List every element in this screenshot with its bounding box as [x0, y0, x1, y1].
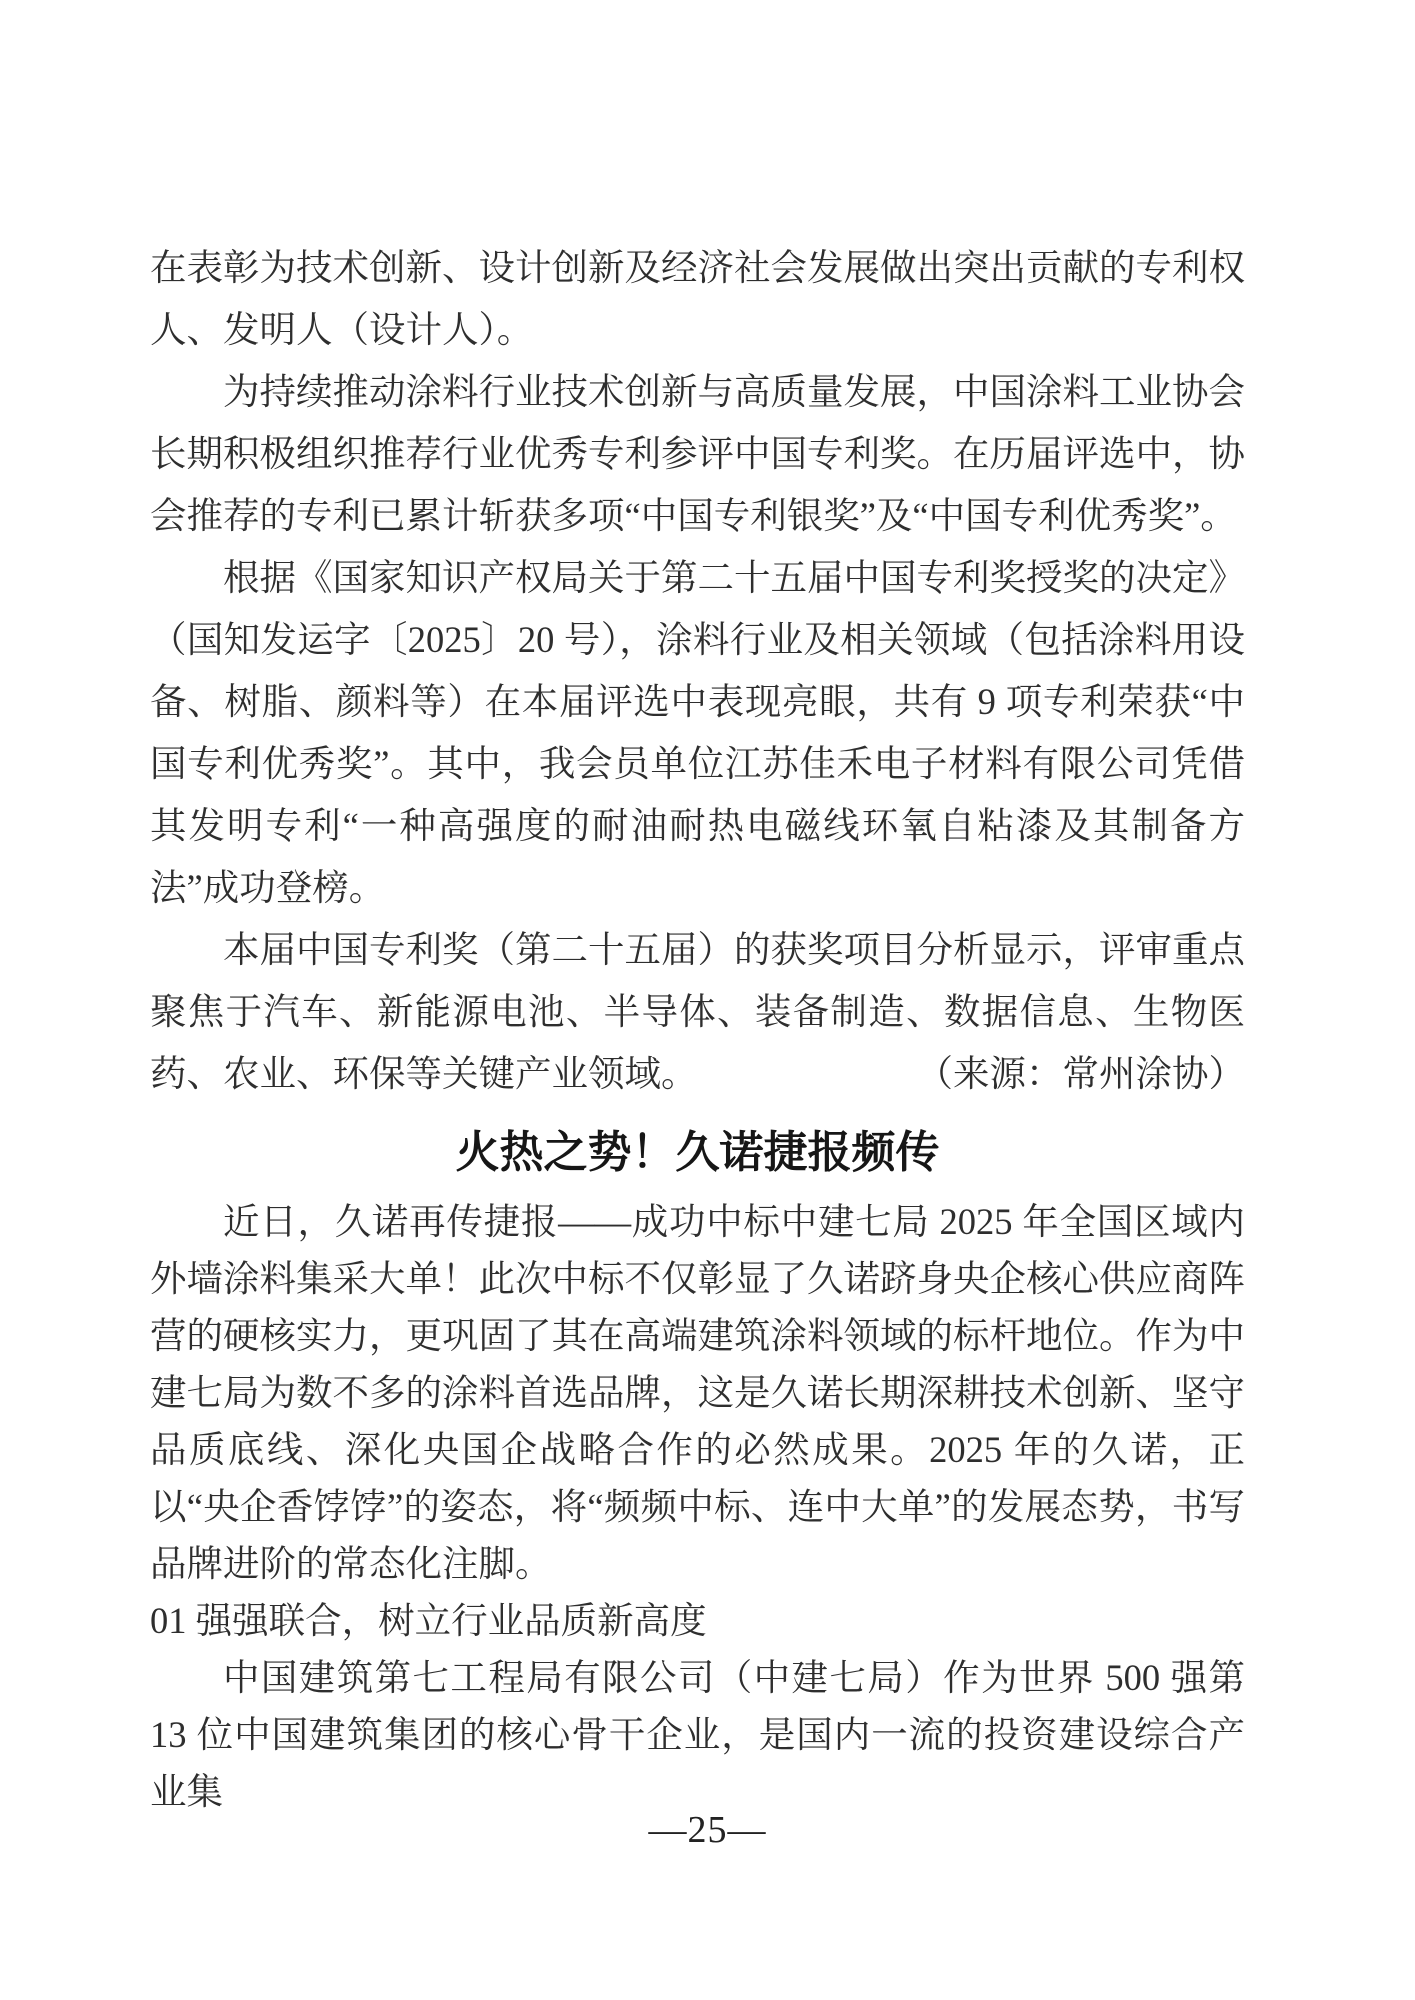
- page-content: [150, 237, 1245, 1820]
- page-number: —25—: [648, 1809, 767, 1851]
- page-footer: [0, 1806, 1415, 1854]
- paragraph: 根据《国家知识产权局关于第二十五届中国专利奖授奖的决定》（国知发运字〔2025〕20 号），涂料行业及相关领域（包括涂料用设备、树脂、颜料等）在本届评选中表现亮眼，共有 9 项专利荣获“中国专利优秀奖”。其中，我会员单位江苏佳禾电子材料有限公司凭借其发明专利“一种高强度的耐油耐热电磁线环氧自粘漆及其制备方法”成功登榜。: [150, 557, 1245, 908]
- source-attribution: （来源：常州涂协）: [916, 1053, 1245, 1094]
- paragraph: 近日，久诺再传捷报——成功中标中建七局 2025 年全国区域内外墙涂料集采大单！此次中标不仅彰显了久诺跻身央企核心供应商阵营的硬核实力，更巩固了其在高端建筑涂料领域的标杆地位。作为中建七局为数不多的涂料首选品牌，这是久诺长期深耕技术创新、坚守品质底线、深化央国企战略合作的必然成果。2025 年的久诺，正以“央企香饽饽”的姿态，将“频频中标、连中大单”的发展态势，书写品牌进阶的常态化注脚。: [150, 1201, 1245, 1584]
- paragraph-cut-off: 中国建筑第七工程局有限公司（中建七局）作为世界 500 强第 13 位中国建筑集团的核心骨干企业，是国内一流的投资建设综合产业集: [150, 1657, 1245, 1812]
- article-title: 火热之势！久诺捷报频传: [455, 1128, 940, 1177]
- paragraph-text: 本届中国专利奖（第二十五届）的获奖项目分析显示，评审重点聚焦于汽车、新能源电池、半导体、装备制造、数据信息、生物医药、农业、环保等关键产业领域。: [150, 929, 1245, 1094]
- paragraph-continuation: 在表彰为技术创新、设计创新及经济社会发展做出突出贡献的专利权人、发明人（设计人）。: [150, 247, 1245, 350]
- article-patent-award: [150, 237, 1245, 1105]
- article-juno: [150, 1193, 1245, 1820]
- section-subheading: 01 强强联合，树立行业品质新高度: [150, 1600, 707, 1641]
- paragraph: 为持续推动涂料行业技术创新与高质量发展，中国涂料工业协会长期积极组织推荐行业优秀专利参评中国专利奖。在历届评选中，协会推荐的专利已累计斩获多项“中国专利银奖”及“中国专利优秀奖”。: [150, 371, 1245, 536]
- paragraph-with-source: [150, 919, 1245, 1105]
